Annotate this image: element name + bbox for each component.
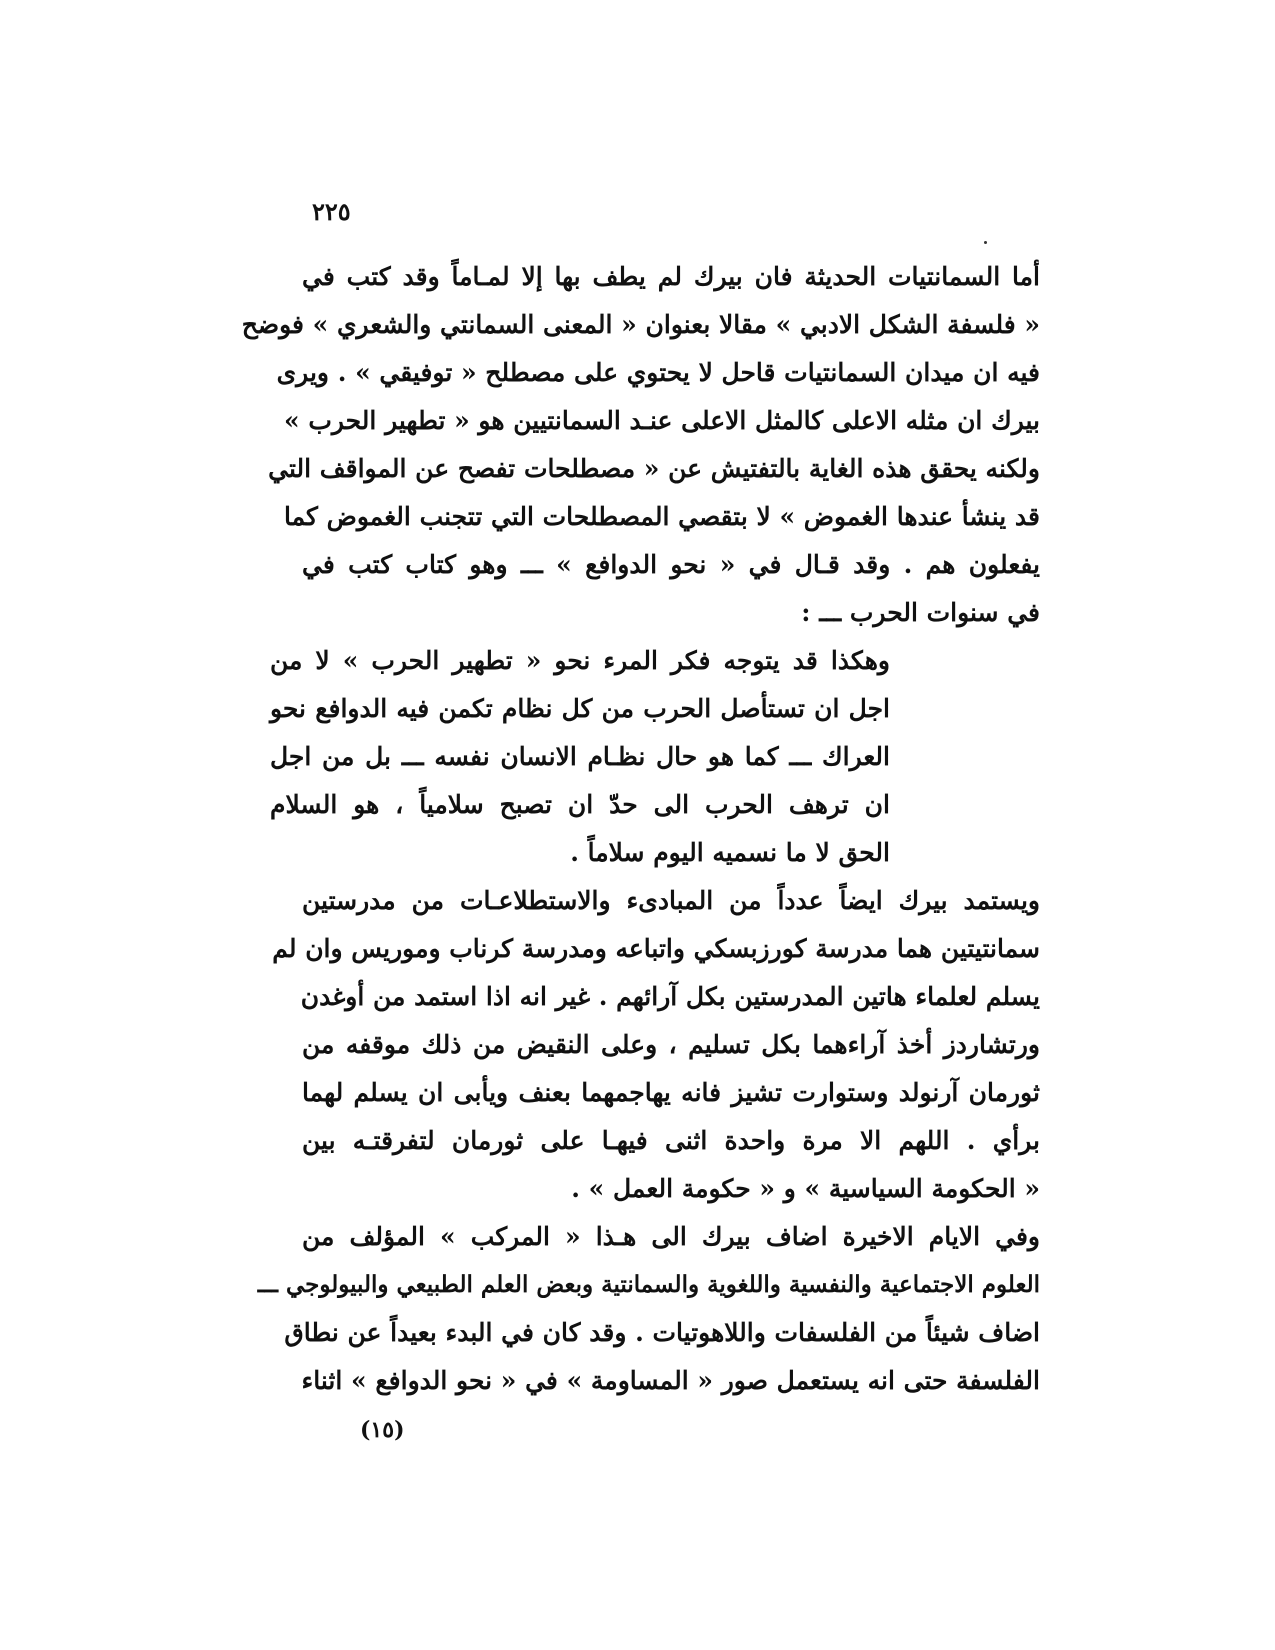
quote-line: اجل ان تستأصل الحرب من كل نظام تكمن فيه الدوافع نحو xyxy=(270,694,890,723)
text-line: العلوم الاجتماعية والنفسية واللغوية والسمانتية وبعض العلم الطبيعي والبيولوجي ـــ xyxy=(257,1271,1040,1298)
text-line: سمانتيتين هما مدرسة كورزبسكي واتباعه ومدرسة كرناب وموريس وان لم xyxy=(272,934,1040,963)
text-line: يفعلون هم . وقد قـال في « نحو الدوافع » ـــ وهو كتاب كتب في xyxy=(302,550,1040,579)
quote-line: ان ترهف الحرب الى حدّ ان تصبح سلامياً ، هو السلام xyxy=(270,790,890,819)
text-line: « الحكومة السياسية » و « حكومة العمل » . xyxy=(571,1174,1040,1203)
text-line: برأي . اللهم الا مرة واحدة اثنى فيهـا على ثورمان لتفرقتـه بين xyxy=(302,1126,1040,1155)
text-line: فيه ان ميدان السمانتيات قاحل لا يحتوي على مصطلح « توفيقي » . ويرى xyxy=(276,358,1040,387)
text-line: أما السمانتيات الحديثة فان بيرك لم يطف بها إلا لمـاماً وقد كتب في xyxy=(302,262,1040,291)
quote-line: الحق لا ما نسميه اليوم سلاماً . xyxy=(570,838,890,867)
text-line: في سنوات الحرب ـــ : xyxy=(801,598,1040,627)
page-number: ٢٢٥ xyxy=(312,197,351,226)
signature-mark: (١٥) xyxy=(360,1417,405,1443)
quote-line: العراك ـــ كما هو حال نظـام الانسان نفسه ـــ بل من اجل xyxy=(270,742,890,771)
text-line: ويستمد بيرك ايضاً عدداً من المبادىء والاستطلاعـات من مدرستين xyxy=(302,886,1040,915)
text-line: ولكنه يحقق هذه الغاية بالتفتيش عن « مصطلحات تفصح عن المواقف التي xyxy=(268,454,1040,483)
text-line: « فلسفة الشكل الادبي » مقالا بعنوان « المعنى السمانتي والشعري » فوضح xyxy=(241,310,1040,339)
text-line: ثورمان آرنولد وستوارت تشيز فانه يهاجمهما بعنف ويأبى ان يسلم لهما xyxy=(302,1078,1040,1107)
text-line: يسلم لعلماء هاتين المدرستين بكل آرائهم . غير انه اذا استمد من أوغدن xyxy=(300,982,1040,1011)
text-line: اضاف شيئاً من الفلسفات واللاهوتيات . وقد كان في البدء بعيداً عن نطاق xyxy=(284,1318,1040,1347)
text-line: بيرك ان مثله الاعلى كالمثل الاعلى عنـد السمانتيين هو « تطهير الحرب » xyxy=(284,406,1040,435)
text-line: ورتشاردز أخذ آراءهما بكل تسليم ، وعلى النقيض من ذلك موقفه من xyxy=(302,1030,1040,1059)
scan-speck xyxy=(984,241,987,244)
text-line: قد ينشأ عندها الغموض » لا بتقصي المصطلحات التي تتجنب الغموض كما xyxy=(283,502,1040,531)
text-line: الفلسفة حتى انه يستعمل صور « المساومة » في « نحو الدوافع » اثناء xyxy=(301,1366,1040,1395)
quote-line: وهكذا قد يتوجه فكر المرء نحو « تطهير الحرب » لا من xyxy=(270,646,890,675)
text-line: وفي الايام الاخيرة اضاف بيرك الى هـذا « المركب » المؤلف من xyxy=(302,1222,1040,1251)
